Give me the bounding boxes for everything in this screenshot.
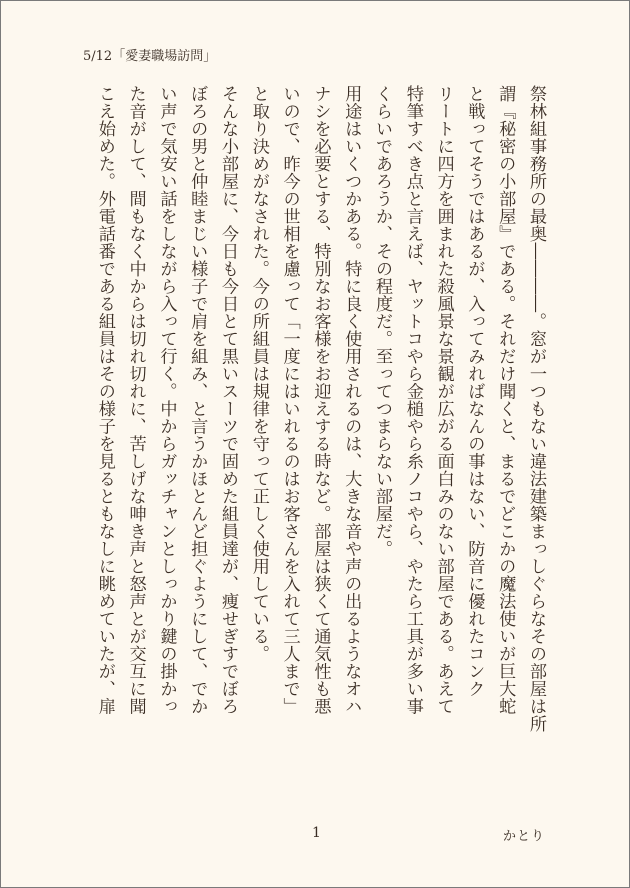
page-number: 1 — [312, 825, 321, 841]
body-line: と戦ってそうではあるが、入ってみればなんの事はない、防音に優れたコンク — [464, 85, 485, 698]
body-line: そんな小部屋に、今日も今日とて黒いスーツで固めた組員達が、痩せぎすでぼろ — [218, 85, 239, 715]
body-text — [71, 85, 551, 805]
body-line: 特筆すべき点と言えば、ヤットコやら金槌やら糸ノコやら、やたら工具が多い事 — [402, 85, 423, 715]
body-line: ナシを必要とする、特別なお客様をお迎えする時など。部屋は狭くて通気性も悪 — [310, 85, 331, 715]
body-line: た音がして、間もなく中からは切れ切れに、苦しげな呻き声と怒声とが交互に聞 — [125, 85, 146, 715]
author-name: かとり — [503, 829, 546, 844]
body-line: リートに四方を囲まれた殺風景な景観が広がる面白みのない部屋である。あえて — [433, 85, 454, 715]
body-line: 謂『秘密の小部屋』である。それだけ聞くと、まるでどこかの魔法使いが巨大蛇 — [495, 85, 516, 715]
body-line: いので、昨今の世相を慮って「一度にはいれるのはお客さんを入れて三人まで」 — [279, 85, 300, 715]
body-line: ぼろの男と仲睦まじい様子で肩を組み、と言うかほとんど担ぐようにして、でか — [187, 85, 208, 715]
body-line: い声で気安い話をしながら入って行く。中からガッチャンとしっかり鍵の掛かっ — [156, 85, 177, 715]
body-line: 用途はいくつかある。特に良く使用されるのは、大きな音や声の出るようなオハ — [341, 85, 362, 715]
body-line: 祭林組事務所の最奥――――。窓が一つもない違法建築まっしぐらなその部屋は所 — [526, 85, 546, 733]
body-line: と取り決めがなされた。今の所組員は規律を守って正しく使用している。 — [248, 85, 269, 663]
body-line: こえ始めた。外電話番である組員はその様子を見るともなしに眺めていたが、扉 — [94, 85, 115, 715]
header-title: 5/12「愛妻職場訪問」 — [83, 49, 217, 64]
body-line: くらいであろうか、その程度だ。至ってつまらない部屋だ。 — [372, 85, 393, 558]
